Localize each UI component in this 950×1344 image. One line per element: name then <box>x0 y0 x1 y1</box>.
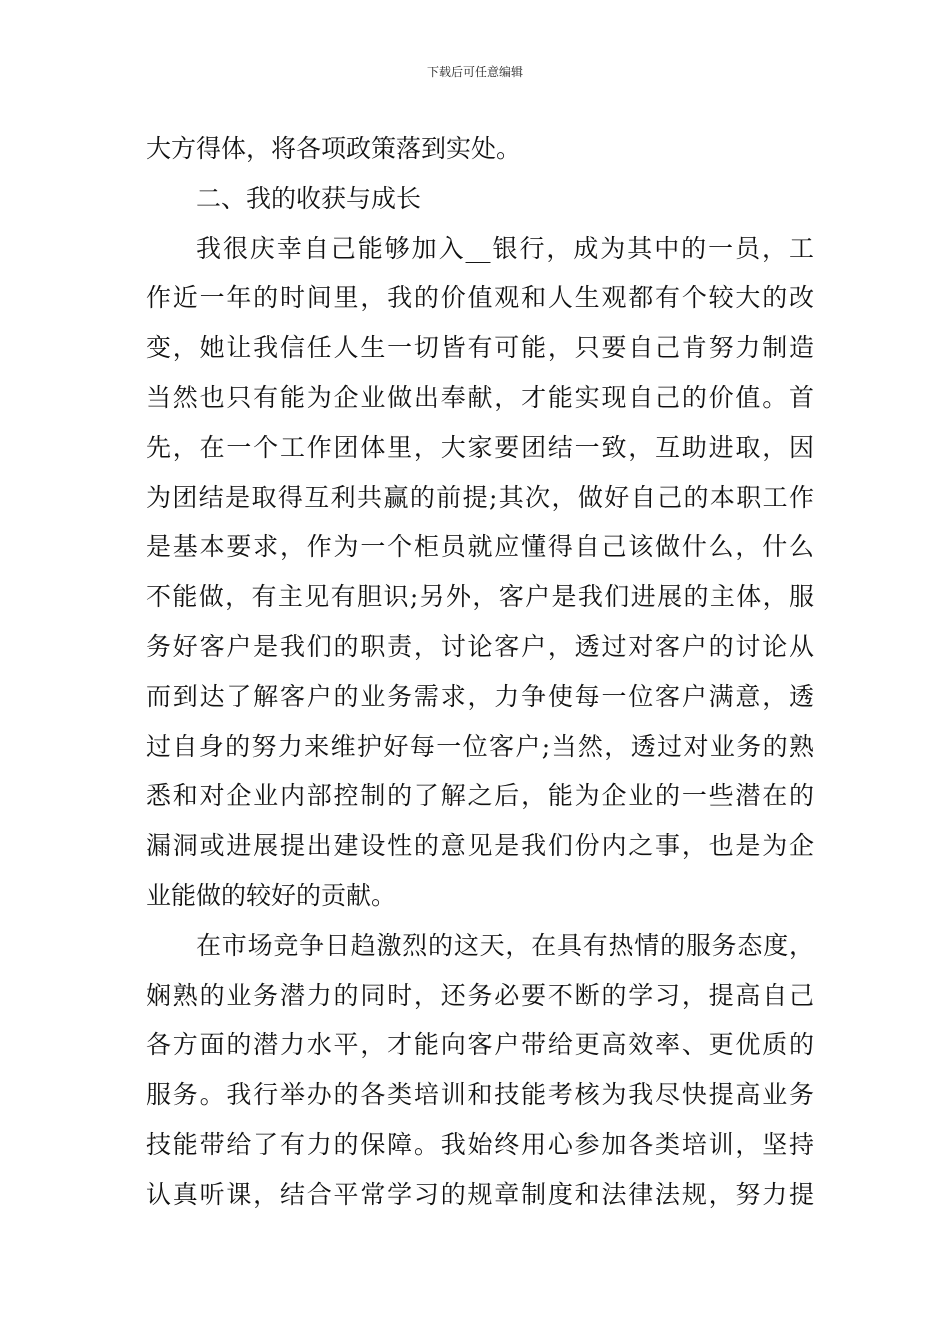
text-line: 为团结是取得互利共赢的前提;其次，做好自己的本职工作 <box>146 482 814 512</box>
text-line: 我很庆幸自己能够加入__银行，成为其中的一员，工 <box>196 233 814 263</box>
page-header: 下载后可任意编辑 <box>426 65 523 79</box>
text-line: 当然也只有能为企业做出奉献，才能实现自己的价值。首 <box>146 382 814 412</box>
text-line: 不能做，有主见有胆识;另外，客户是我们进展的主体，服 <box>146 582 814 612</box>
text-line: 服务。我行举办的各类培训和技能考核为我尽快提高业务 <box>146 1080 814 1110</box>
text-line: 大方得体，将各项政策落到实处。 <box>146 134 522 163</box>
text-line: 各方面的潜力水平，才能向客户带给更高效率、更优质的 <box>146 1030 814 1060</box>
text-line: 务好客户是我们的职责，讨论客户，透过对客户的讨论从 <box>146 631 814 661</box>
text-line: 是基本要求，作为一个柜员就应懂得自己该做什么，什么 <box>146 532 814 562</box>
text-line: 变，她让我信任人生一切皆有可能，只要自己肯努力制造 <box>146 333 814 363</box>
text-line: 悉和对企业内部控制的了解之后，能为企业的一些潜在的 <box>146 781 814 811</box>
text-line: 技能带给了有力的保障。我始终用心参加各类培训，坚持 <box>146 1129 814 1159</box>
text-line: 作近一年的时间里，我的价值观和人生观都有个较大的改 <box>146 283 814 313</box>
text-line: 而到达了解客户的业务需求，力争使每一位客户满意，透 <box>146 681 814 711</box>
text-line: 娴熟的业务潜力的同时，还务必要不断的学习，提高自己 <box>146 980 814 1010</box>
text-line: 认真听课，结合平常学习的规章制度和法律法规，努力提 <box>146 1179 814 1209</box>
text-line: 业能做的较好的贡献。 <box>146 880 397 910</box>
text-line: 漏洞或进展提出建设性的意见是我们份内之事，也是为企 <box>146 831 814 861</box>
text-line: 在市场竞争日趋激烈的这天，在具有热情的服务态度， <box>196 930 814 960</box>
text-line: 先，在一个工作团体里，大家要团结一致，互助进取，因 <box>146 432 814 462</box>
text-line: 过自身的努力来维护好每一位客户;当然，透过对业务的熟 <box>146 731 814 761</box>
document-body <box>146 124 814 1220</box>
text-line: 二、我的收获与成长 <box>196 183 422 213</box>
